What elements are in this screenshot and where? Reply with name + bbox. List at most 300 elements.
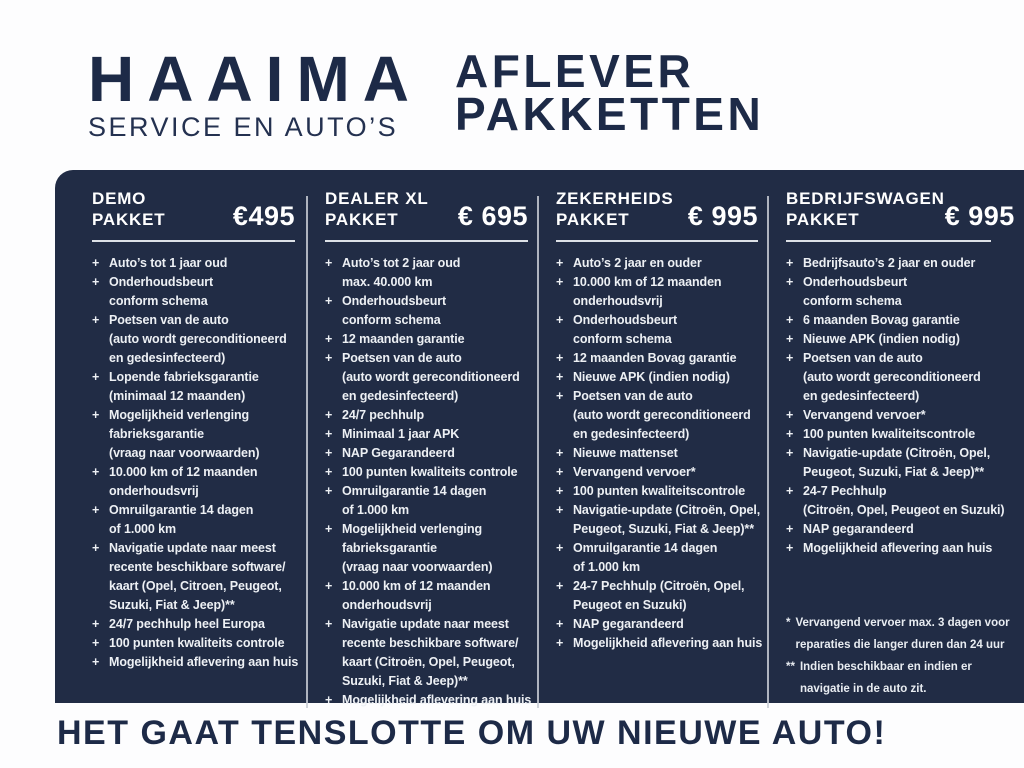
package-name-line: PAKKET (92, 210, 166, 229)
feature-line (786, 425, 1015, 444)
feature-text: (Citroën, Opel, Peugeot en Suzuki) (803, 503, 1005, 517)
feature-line (325, 425, 528, 444)
feature-line (786, 406, 1015, 425)
feature-text: Lopende fabrieksgarantie (109, 370, 259, 384)
package-feature (325, 463, 528, 482)
feature-text: Peugeot en Suzuki) (573, 598, 687, 612)
feature-text: kaart (Citroën, Opel, Peugeot, (342, 655, 515, 669)
plus-icon: + (786, 541, 794, 555)
package-feature (325, 691, 532, 710)
plus-icon: + (92, 541, 100, 555)
package-column-demo (55, 170, 307, 724)
package-feature (556, 577, 758, 615)
package-feature (556, 634, 763, 653)
feature-text: (vraag naar voorwaarden) (342, 560, 493, 574)
feature-text: Onderhoudsbeurt (109, 275, 214, 289)
plus-icon: + (556, 465, 564, 479)
feature-line (92, 387, 295, 406)
feature-text: en gedesinfecteerd) (573, 427, 690, 441)
footnote-text (800, 656, 972, 700)
plus-icon: + (556, 446, 564, 460)
plus-icon: + (92, 370, 100, 384)
package-feature (325, 254, 528, 292)
feature-line (556, 387, 758, 406)
feature-line (325, 311, 528, 330)
plus-icon: + (556, 256, 564, 270)
package-header (92, 188, 295, 230)
brand-name: HAAIMA (88, 43, 422, 115)
package-feature (325, 444, 528, 463)
feature-line (92, 368, 295, 387)
plus-icon: + (556, 389, 564, 403)
feature-line (92, 615, 295, 634)
footnote-text (795, 612, 1009, 656)
feature-text: en gedesinfecteerd) (109, 351, 226, 365)
packages-card (55, 170, 1024, 707)
package-feature (325, 330, 528, 349)
brand-tagline: SERVICE EN AUTO’S (88, 112, 399, 142)
feature-text: conform schema (803, 294, 902, 308)
plus-icon: + (325, 579, 333, 593)
feature-text: fabrieksgarantie (342, 541, 437, 555)
footer-tagline: HET GAAT TENSLOTTE OM UW NIEUWE AUTO! (57, 714, 887, 752)
feature-line (556, 330, 758, 349)
feature-line (92, 577, 295, 596)
feature-line (556, 311, 758, 330)
feature-text: NAP Gegarandeerd (342, 446, 455, 460)
package-feature (786, 444, 1015, 482)
feature-text: Navigatie-update (Citroën, Opel, (803, 446, 991, 460)
feature-line (556, 539, 758, 558)
feature-text: Nieuwe APK (indien nodig) (803, 332, 960, 346)
plus-icon: + (786, 446, 794, 460)
feature-text: Nieuwe APK (indien nodig) (573, 370, 730, 384)
feature-text: (auto wordt gereconditioneerd (803, 370, 981, 384)
page-title (455, 45, 765, 140)
package-feature (556, 273, 758, 311)
package-price: €495 (232, 201, 295, 231)
plus-icon: + (92, 313, 100, 327)
feature-line (92, 596, 295, 615)
feature-line (786, 311, 1015, 330)
feature-text: Poetsen van de auto (342, 351, 462, 365)
footnote (786, 612, 1015, 656)
feature-line (325, 596, 528, 615)
feature-line (92, 501, 295, 520)
package-feature (325, 406, 528, 425)
plus-icon: + (92, 275, 100, 289)
footnote-line: reparaties die langer duren dan 24 uur (795, 639, 1005, 651)
plus-icon: + (786, 484, 794, 498)
feature-line (556, 463, 758, 482)
package-feature-list (325, 254, 532, 710)
package-column-bedrijfswagen (768, 170, 1024, 724)
feature-text: Mogelijkheid aflevering aan huis (109, 655, 299, 669)
feature-line (325, 520, 528, 539)
package-name (92, 188, 165, 230)
feature-line (325, 634, 528, 653)
feature-text: conform schema (109, 294, 208, 308)
plus-icon: + (556, 579, 564, 593)
feature-line (325, 672, 528, 691)
feature-text: 10.000 km of 12 maanden (342, 579, 491, 593)
feature-text: conform schema (573, 332, 672, 346)
package-name-line: DEALER XL (325, 189, 429, 208)
feature-text: kaart (Opel, Citroen, Peugeot, (109, 579, 282, 593)
feature-text: of 1.000 km (342, 503, 409, 517)
plus-icon: + (556, 275, 564, 289)
feature-text: 24-7 Pechhulp (803, 484, 887, 498)
feature-text: conform schema (342, 313, 441, 327)
feature-text: en gedesinfecteerd) (342, 389, 459, 403)
plus-icon: + (325, 427, 333, 441)
package-feature (556, 387, 758, 444)
feature-text: 10.000 km of 12 maanden (109, 465, 258, 479)
feature-line (786, 349, 1015, 368)
plus-icon: + (325, 693, 333, 707)
feature-line (325, 539, 528, 558)
plus-icon: + (786, 408, 794, 422)
feature-text: Onderhoudsbeurt (803, 275, 908, 289)
plus-icon: + (325, 617, 333, 631)
package-feature (325, 577, 528, 615)
package-feature (92, 501, 295, 539)
package-feature (556, 463, 758, 482)
page-title-line1: AFLEVER (455, 45, 695, 97)
feature-line (92, 463, 295, 482)
plus-icon: + (92, 617, 100, 631)
package-feature (556, 368, 758, 387)
feature-line (786, 482, 1015, 501)
package-name (325, 188, 429, 230)
feature-line (556, 406, 758, 425)
asterisk-marker: * (786, 617, 791, 629)
feature-text: of 1.000 km (573, 560, 640, 574)
package-feature (786, 425, 1015, 444)
feature-text: Onderhoudsbeurt (342, 294, 447, 308)
feature-line (556, 273, 758, 292)
feature-line (556, 425, 758, 444)
feature-text: 12 maanden Bovag garantie (573, 351, 737, 365)
feature-text: max. 40.000 km (342, 275, 433, 289)
package-name-line: BEDRIJFSWAGEN (786, 189, 945, 208)
feature-text: Peugeot, Suzuki, Fiat & Jeep)** (573, 522, 754, 536)
package-name (556, 188, 674, 230)
feature-line (92, 520, 295, 539)
package-feature (786, 539, 1015, 558)
feature-text: Poetsen van de auto (109, 313, 229, 327)
package-feature (786, 330, 1015, 349)
package-feature (325, 482, 528, 520)
feature-line (325, 330, 528, 349)
feature-text: fabrieksgarantie (109, 427, 204, 441)
feature-line (92, 482, 295, 501)
footnote (786, 656, 1015, 700)
package-feature (92, 273, 295, 311)
feature-line (786, 501, 1015, 520)
feature-line (92, 634, 295, 653)
feature-line (92, 273, 295, 292)
feature-line (325, 482, 528, 501)
package-price: € 695 (457, 201, 528, 231)
package-rule (92, 240, 295, 242)
package-feature (325, 349, 528, 406)
feature-line (786, 463, 1015, 482)
package-rule (556, 240, 758, 242)
feature-line (325, 691, 532, 710)
feature-line (92, 254, 295, 273)
feature-line (325, 577, 528, 596)
feature-text: Minimaal 1 jaar APK (342, 427, 460, 441)
feature-text: 100 punten kwaliteitscontrole (803, 427, 976, 441)
feature-line (92, 311, 295, 330)
feature-text: NAP gegarandeerd (803, 522, 914, 536)
feature-line (325, 558, 528, 577)
plus-icon: + (92, 408, 100, 422)
feature-text: 24/7 pechhulp (342, 408, 425, 422)
feature-text: Mogelijkheid verlenging (109, 408, 250, 422)
feature-line (786, 330, 1015, 349)
feature-line (786, 387, 1015, 406)
package-footnotes (786, 612, 1015, 710)
footnote-line: Vervangend vervoer max. 3 dagen voor (795, 617, 1010, 629)
feature-line (556, 292, 758, 311)
feature-text: Nieuwe mattenset (573, 446, 678, 460)
package-feature (556, 349, 758, 368)
package-feature (556, 311, 758, 349)
package-name-line: PAKKET (325, 210, 399, 229)
plus-icon: + (92, 655, 100, 669)
feature-line (556, 615, 758, 634)
package-feature (325, 425, 528, 444)
feature-line (556, 501, 761, 520)
feature-line (325, 615, 528, 634)
package-price: € 995 (944, 201, 1015, 231)
feature-line (556, 596, 758, 615)
plus-icon: + (556, 484, 564, 498)
plus-icon: + (786, 275, 794, 289)
feature-text: onderhoudsvrij (342, 598, 432, 612)
feature-text: Poetsen van de auto (573, 389, 693, 403)
package-feature (786, 273, 1015, 311)
brand-logo (88, 43, 422, 142)
feature-text: Vervangend vervoer* (573, 465, 696, 479)
plus-icon: + (786, 332, 794, 346)
feature-text: Mogelijkheid verlenging (342, 522, 483, 536)
plus-icon: + (325, 256, 333, 270)
feature-line (92, 425, 295, 444)
plus-icon: + (786, 522, 794, 536)
feature-line (325, 273, 528, 292)
package-feature (786, 482, 1015, 520)
package-feature (556, 539, 758, 577)
plus-icon: + (325, 484, 333, 498)
package-column-dealer-xl (307, 170, 538, 724)
feature-line (325, 444, 528, 463)
feature-line (556, 520, 758, 539)
feature-line (92, 653, 299, 672)
feature-text: Mogelijkheid aflevering aan huis (803, 541, 993, 555)
package-header (325, 188, 528, 230)
feature-line (325, 653, 528, 672)
feature-line (556, 254, 758, 273)
plus-icon: + (325, 522, 333, 536)
feature-line (325, 254, 528, 273)
feature-line (786, 254, 1015, 273)
feature-text: Navigatie update naar meest (342, 617, 509, 631)
package-feature (786, 254, 1015, 273)
package-feature (325, 615, 528, 691)
plus-icon: + (325, 446, 333, 460)
feature-line (325, 406, 528, 425)
package-feature-list (786, 254, 1015, 558)
feature-text: Omruilgarantie 14 dagen (573, 541, 718, 555)
feature-line (786, 520, 1015, 539)
feature-text: Omruilgarantie 14 dagen (109, 503, 254, 517)
package-feature (786, 520, 1015, 539)
plus-icon: + (325, 351, 333, 365)
feature-text: Omruilgarantie 14 dagen (342, 484, 487, 498)
plus-icon: + (92, 256, 100, 270)
feature-line (556, 368, 758, 387)
feature-text: Navigatie-update (Citroën, Opel, (573, 503, 761, 517)
package-name-line: PAKKET (556, 210, 630, 229)
plus-icon: + (556, 503, 564, 517)
footnote-line: Indien beschikbaar en indien er (799, 661, 972, 673)
package-header (786, 188, 1015, 230)
feature-line (556, 349, 758, 368)
feature-text: Auto’s tot 1 jaar oud (109, 256, 228, 270)
feature-text: 100 punten kwaliteitscontrole (573, 484, 746, 498)
feature-text: (auto wordt gereconditioneerd (342, 370, 520, 384)
feature-text: (vraag naar voorwaarden) (109, 446, 260, 460)
package-feature-list (556, 254, 763, 653)
plus-icon: + (786, 351, 794, 365)
feature-text: 10.000 km of 12 maanden (573, 275, 722, 289)
plus-icon: + (556, 636, 564, 650)
feature-text: 100 punten kwaliteits controle (109, 636, 285, 650)
package-feature (92, 634, 295, 653)
asterisk-marker: ** (786, 661, 795, 673)
feature-text: (auto wordt gereconditioneerd (573, 408, 751, 422)
feature-line (92, 292, 295, 311)
package-feature (92, 368, 295, 406)
feature-text: recente beschikbare software/ (342, 636, 519, 650)
package-feature (556, 482, 758, 501)
feature-text: Suzuki, Fiat & Jeep)** (342, 674, 468, 688)
plus-icon: + (556, 617, 564, 631)
feature-line (556, 577, 758, 596)
package-feature (92, 406, 295, 463)
package-name (786, 188, 945, 230)
footnote-line: navigatie in de auto zit. (799, 683, 927, 695)
feature-text: en gedesinfecteerd) (803, 389, 920, 403)
package-feature (556, 501, 761, 539)
feature-text: 6 maanden Bovag garantie (803, 313, 960, 327)
package-name-line: ZEKERHEIDS (556, 189, 674, 208)
feature-line (92, 330, 295, 349)
plus-icon: + (556, 351, 564, 365)
package-feature (556, 444, 758, 463)
package-feature (556, 254, 758, 273)
feature-line (92, 406, 295, 425)
plus-icon: + (325, 294, 333, 308)
plus-icon: + (556, 541, 564, 555)
feature-line (786, 368, 1015, 387)
package-feature (92, 653, 299, 672)
feature-text: 24/7 pechhulp heel Europa (109, 617, 265, 631)
package-rule (786, 240, 991, 242)
feature-line (556, 482, 758, 501)
package-feature (556, 615, 758, 634)
feature-line (92, 349, 295, 368)
feature-text: Navigatie update naar meest (109, 541, 276, 555)
plus-icon: + (325, 465, 333, 479)
package-feature (92, 463, 295, 501)
feature-text: onderhoudsvrij (573, 294, 663, 308)
package-feature (325, 520, 528, 577)
package-feature (786, 406, 1015, 425)
feature-text: Mogelijkheid aflevering aan huis (573, 636, 763, 650)
feature-line (92, 539, 295, 558)
page-title-line2: PAKKETTEN (455, 88, 765, 140)
plus-icon: + (325, 332, 333, 346)
package-rule (325, 240, 528, 242)
feature-text: Auto’s 2 jaar en ouder (573, 256, 702, 270)
feature-text: Bedrijfsauto’s 2 jaar en ouder (803, 256, 976, 270)
package-feature-list (92, 254, 299, 672)
plus-icon: + (556, 313, 564, 327)
feature-line (325, 349, 528, 368)
feature-line (786, 292, 1015, 311)
feature-line (92, 444, 295, 463)
plus-icon: + (786, 427, 794, 441)
plus-icon: + (325, 408, 333, 422)
plus-icon: + (556, 370, 564, 384)
package-feature (92, 539, 295, 615)
feature-text: of 1.000 km (109, 522, 176, 536)
plus-icon: + (786, 256, 794, 270)
plus-icon: + (92, 503, 100, 517)
feature-line (556, 634, 763, 653)
feature-text: 24-7 Pechhulp (Citroën, Opel, (573, 579, 745, 593)
feature-line (92, 558, 295, 577)
feature-line (556, 558, 758, 577)
feature-text: onderhoudsvrij (109, 484, 199, 498)
feature-text: (auto wordt gereconditioneerd (109, 332, 287, 346)
feature-line (786, 444, 1015, 463)
plus-icon: + (92, 465, 100, 479)
feature-line (325, 463, 528, 482)
package-feature (325, 292, 528, 330)
feature-text: 12 maanden garantie (342, 332, 465, 346)
package-feature (786, 349, 1015, 406)
package-price: € 995 (687, 201, 758, 231)
feature-line (786, 539, 1015, 558)
feature-text: Poetsen van de auto (803, 351, 923, 365)
package-name-line: PAKKET (786, 210, 860, 229)
feature-line (325, 368, 528, 387)
feature-text: 100 punten kwaliteits controle (342, 465, 518, 479)
feature-line (786, 273, 1015, 292)
package-header (556, 188, 758, 230)
plus-icon: + (92, 636, 100, 650)
package-name-line: DEMO (92, 189, 147, 208)
feature-text: (minimaal 12 maanden) (109, 389, 246, 403)
feature-text: Peugeot, Suzuki, Fiat & Jeep)** (803, 465, 984, 479)
feature-text: Mogelijkheid aflevering aan huis (342, 693, 532, 707)
feature-text: Suzuki, Fiat & Jeep)** (109, 598, 235, 612)
